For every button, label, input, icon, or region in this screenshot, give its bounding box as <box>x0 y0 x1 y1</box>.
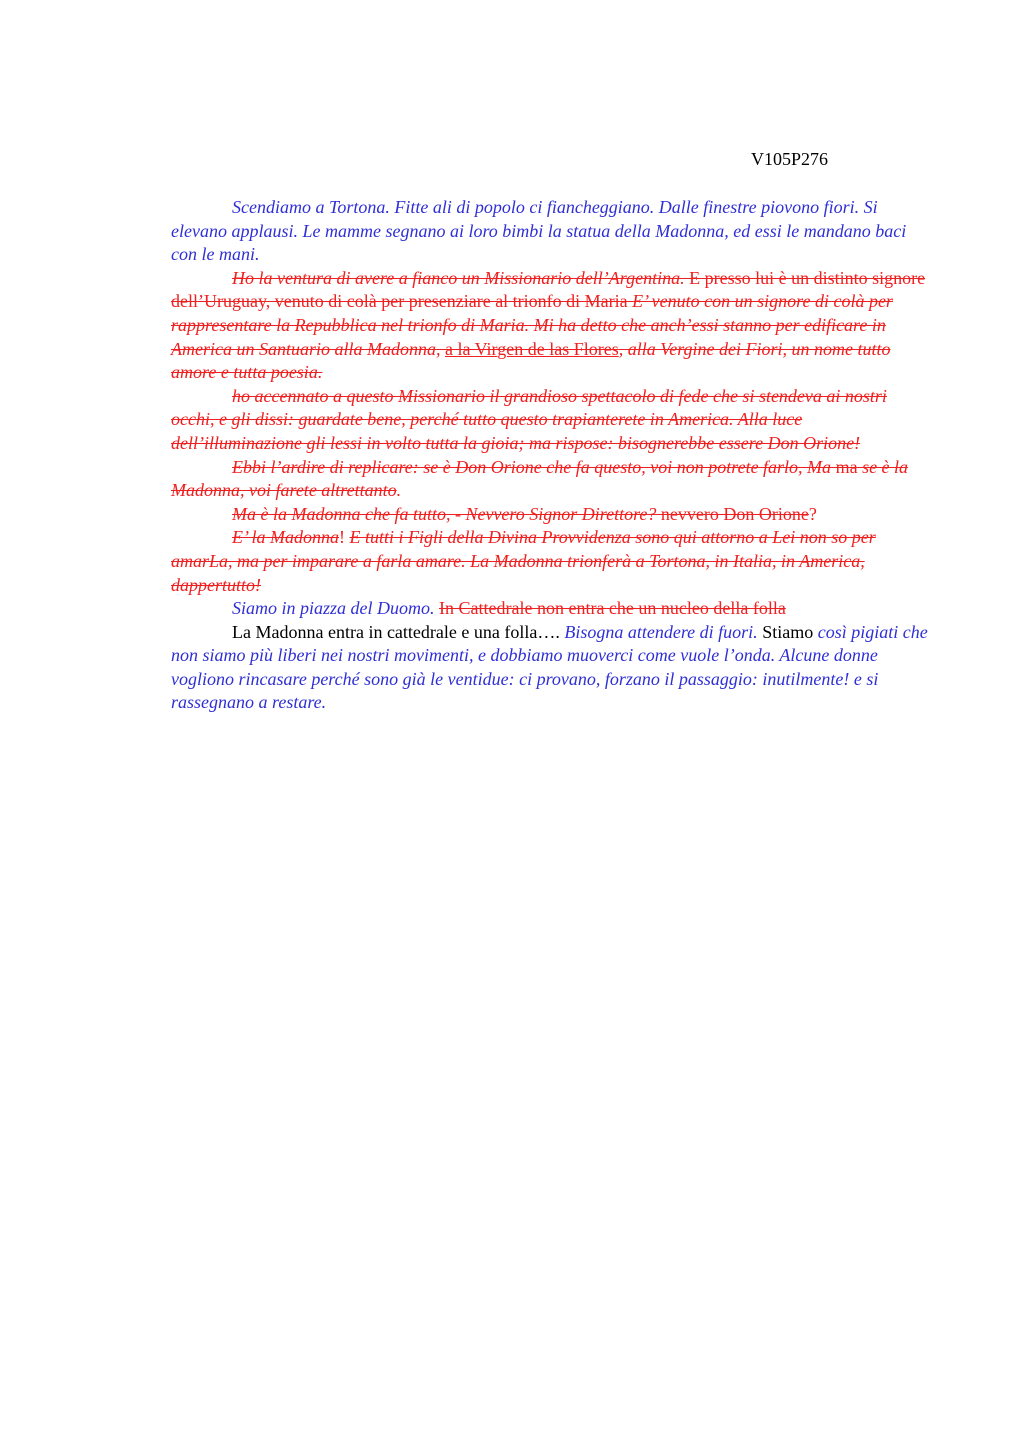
deleted-text: Ebbi l’ardire di replicare: se è Don Orione che fa questo, voi non potrete farlo, Ma <box>232 456 832 477</box>
plain-text: Stiamo <box>757 621 818 642</box>
deleted-text: ma <box>831 456 858 477</box>
page-reference: V105P276 <box>751 149 829 169</box>
added-text: Siamo in piazza del Duomo. <box>232 598 439 619</box>
deleted-text: se è la Madonna, voi farete altrettanto <box>171 456 909 501</box>
punctuation: ! <box>339 527 350 548</box>
deleted-text: E tutti i Figli della Divina Provvidenza sono qui attorno a Lei non so per amarLa, ma per imparare a farla amare. La Madonna trionferà a Tortona, in Italia, in America, dappertutto! <box>171 527 876 595</box>
deleted-text: Ho la ventura di avere a fianco un Missionario dell’Argentina. <box>232 267 685 288</box>
deleted-text: In Cattedrale non entra che un nucleo della folla <box>439 598 786 619</box>
deleted-text: ho accennato a questo Missionario il grandioso spettacolo di fede che si stendeva ai nostri occhi, e gli dissi: guardate bene, perché tutto questo trapianterete in America. Alla luce dell’illuminazione gli lessi in volto tutta la gioia; ma rispose: bisognerebbe essere Don Orione! <box>171 385 887 453</box>
paragraph-spectacle <box>171 385 929 456</box>
deleted-text: E presso lui è un distinto signore dell’Uruguay, venuto di colà per presenziare al trionfo di Maria <box>171 267 926 312</box>
deleted-underlined-text: a la Virgen de las Flores <box>444 338 619 359</box>
deleted-text: nevvero Don Orione <box>656 503 809 524</box>
plain-text: La Madonna entra in cattedrale e una folla…. <box>232 621 565 642</box>
paragraph-madonna <box>171 526 929 597</box>
paragraph-arrival <box>171 196 929 267</box>
paragraph-question <box>171 503 929 527</box>
added-text: così pigiati che non siamo più liberi nei nostri movimenti, e dobbiamo muoverci come vuole l’onda. Alcune donne vogliono rincasare perché sono già le ventidue: ci provano, forzano il passaggio: inutilmente! e si rassegnano a restare. <box>171 621 928 713</box>
paragraph-reply <box>171 456 929 503</box>
paragraph-cathedral <box>171 621 929 715</box>
paragraph-missionary <box>171 267 929 385</box>
punctuation: ? <box>808 503 817 524</box>
deleted-text: Ma è la Madonna che fa tutto, - Nevvero Signor Direttore? <box>232 503 657 524</box>
paragraph-piazza <box>171 597 929 621</box>
added-text: Scendiamo a Tortona. Fitte ali di popolo ci fiancheggiano. Dalle finestre piovono fiori. Si elevano applausi. Le mamme segnano ai loro bimbi la statua della Madonna, ed essi le mandano baci con le mani. <box>171 197 907 265</box>
document-body <box>171 196 929 715</box>
punctuation: . <box>396 480 402 501</box>
deleted-text: E’ venuto con un signore di colà per rappresentare la Repubblica nel trionfo di Maria. Mi ha detto che anch’essi stanno per edificare in America un Santuario alla Madonna, <box>171 291 893 359</box>
deleted-text: , alla Vergine dei Fiori, un nome tutto amore e tutta poesia. <box>171 338 891 383</box>
deleted-text: E’ la Madonna <box>232 527 339 548</box>
added-text: Bisogna attendere di fuori. <box>564 621 758 642</box>
